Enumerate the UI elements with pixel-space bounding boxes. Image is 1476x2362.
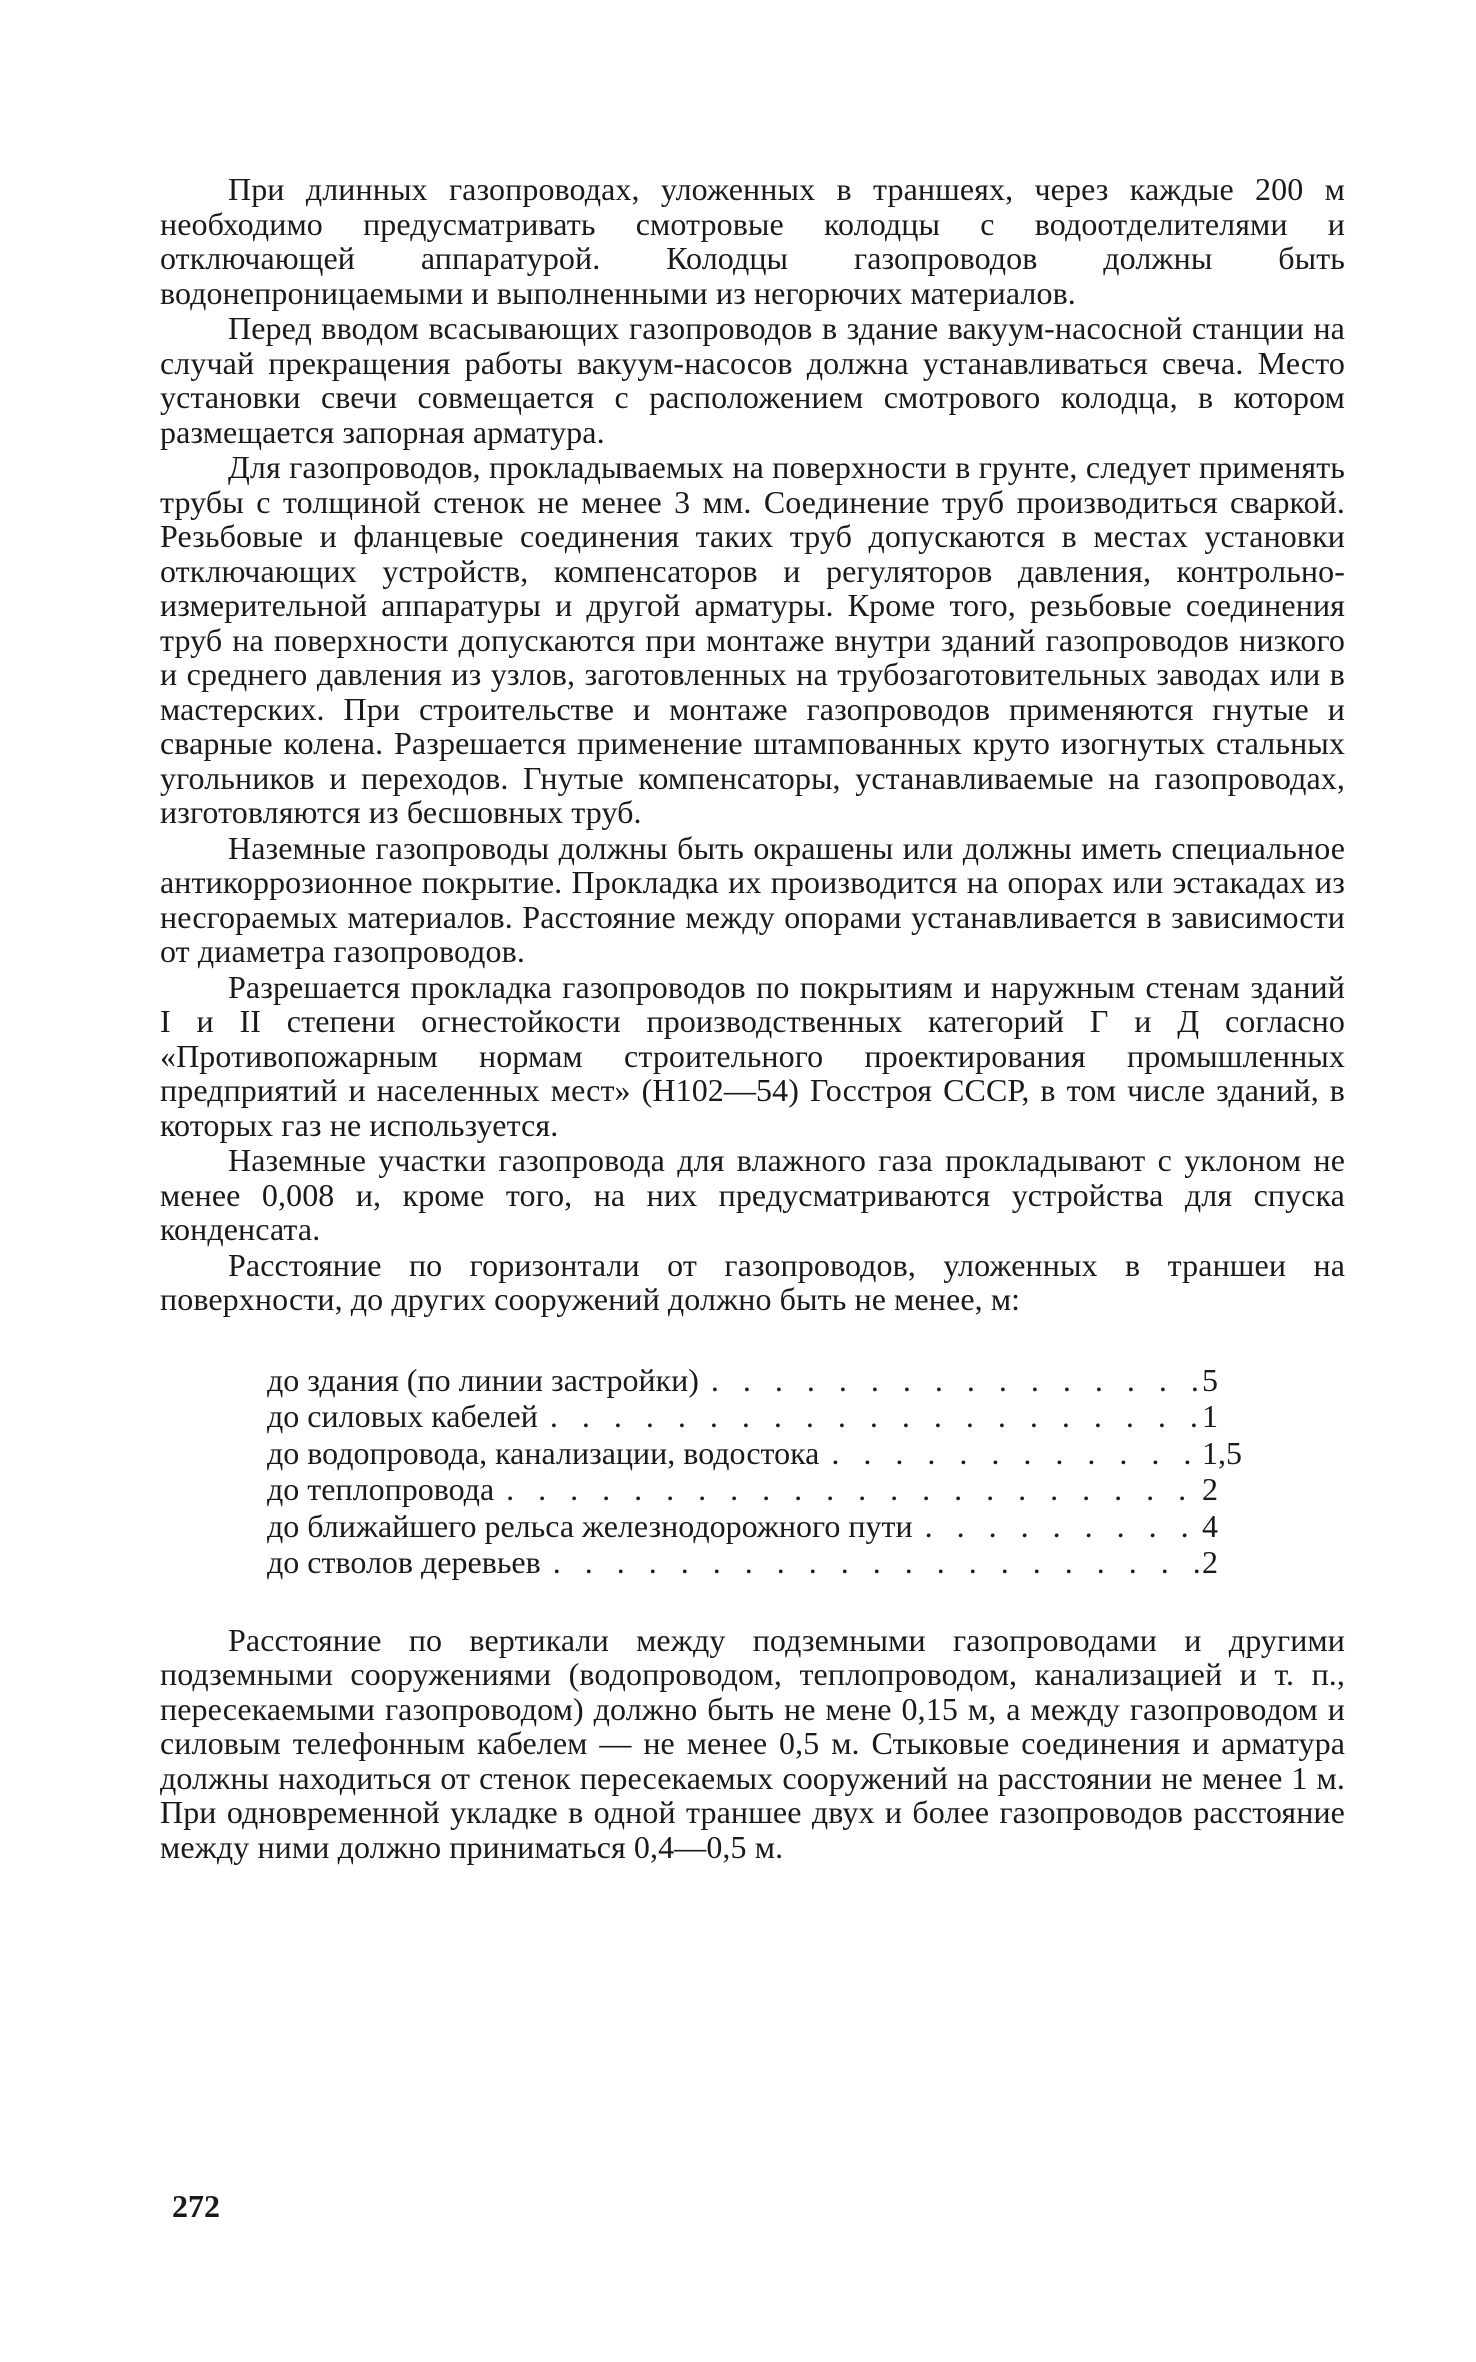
distance-label: до ближайшего рельса железнодорожного пути	[267, 1507, 913, 1544]
dot-leader	[541, 1544, 1202, 1581]
distance-value: 1	[1202, 1398, 1218, 1434]
distance-table	[267, 1362, 1262, 1581]
distance-row	[267, 1544, 1262, 1581]
paragraph-above-ground-coating: Наземные газопроводы должны быть окрашены или должны иметь специальное антикоррозионное покрытие. Прокладка их производится на опорах или эстакадах из несгораемых материалов. Расстояние между опорами устанавливается в зависимости от диаметра газопроводов.	[160, 829, 1345, 969]
dot-leader	[819, 1435, 1202, 1472]
distance-row	[267, 1362, 1262, 1399]
distance-label: до здания (по линии застройки)	[267, 1361, 699, 1398]
distance-value: 4	[1202, 1507, 1218, 1544]
paragraph-wet-gas-slope: Наземные участки газопровода для влажного газа прокладывают с уклоном не менее 0,008 и, кроме того, на них предусматриваются устройства для спуска конденсата.	[160, 1142, 1345, 1247]
dot-leader	[699, 1362, 1202, 1399]
distance-label: до водопровода, канализации, водостока	[267, 1434, 820, 1471]
distance-value: 5	[1202, 1361, 1218, 1398]
paragraph-long-pipelines: При длинных газопроводах, уложенных в траншеях, через каждые 200 м необходимо предусматривать смотровые колодцы с водоотделителями и отключающей аппаратурой. Колодцы газопроводов должны быть водонепроницаемыми и выполненными из негорючих материалов.	[160, 171, 1345, 311]
paragraph-roof-laying: Разрешается прокладка газопроводов по покрытиям и наружным стенам зданий I и II степени огнестойкости производственных категорий Г и Д согласно «Противопожарным нормам строительного проектирования промышленных предприятий и населенных мест» (Н102—54) Госстроя СССР, в том числе зданий, в которых газ не используется.	[160, 968, 1345, 1143]
distance-label: до силовых кабелей	[267, 1398, 538, 1434]
dot-leader	[494, 1471, 1202, 1508]
distance-label: до теплопровода	[267, 1471, 495, 1507]
distance-label: до стволов деревьев	[267, 1544, 541, 1580]
paragraph-surface-pipes: Для газопроводов, прокладываемых на поверхности в грунте, следует применять трубы с толщиной стенок не менее 3 мм. Соединение труб производиться сваркой. Резьбовые и фланцевые соединения таких труб допускаются в местах установки отключающих устройств, компенсаторов и регуляторов давления, контрольно-измерительной аппаратуры и другой арматуры. Кроме того, резьбовые соединения труб на поверхности допускаются при монтаже внутри зданий газопроводов низкого и среднего давления из узлов, заготовленных на трубозаготовительных заводах или в мастерских. При строительстве и монтаже газопроводов применяются гнутые и сварные колена. Разрешается применение штампованных круто изогнутых стальных угольников и переходов. Гнутые компенсаторы, устанавливаемые на газопроводах, изготовляются из бесшовных труб.	[160, 449, 1345, 830]
distance-row	[267, 1471, 1262, 1508]
distance-value: 2	[1202, 1471, 1218, 1507]
page-number: 272	[172, 2188, 220, 2224]
distance-row	[267, 1398, 1262, 1435]
paragraph-horizontal-distance: Расстояние по горизонтали от газопроводов, уложенных в траншеи на поверхности, до других сооружений должно быть не менее, м:	[160, 1246, 1345, 1317]
distance-row	[267, 1508, 1262, 1545]
paragraph-vertical-distance: Расстояние по вертикали между подземными газопроводами и другими подземными сооружениями (водопроводом, теплопроводом, канализацией и т. п., пересекаемыми газопроводом) должно быть не мене 0,15 м, а между газопроводом и силовым телефонным кабелем — не менее 0,5 м. Стыковые соединения и арматура должны находиться от стенок пересекаемых сооружений на расстоянии не менее 1 м. При одновременной укладке в одной траншее двух и более газопроводов расстояние между ними должно приниматься 0,4—0,5 м.	[160, 1621, 1345, 1865]
distance-value: 1,5	[1202, 1434, 1242, 1471]
page-body	[160, 172, 1345, 1864]
paragraph-vacuum-station: Перед вводом всасывающих газопроводов в здание вакуум-насосной станции на случай прекращения работы вакуум-насосов должна устанавливаться свеча. Место установки свечи совмещается с расположением смотрового колодца, в котором размещается запорная арматура.	[160, 310, 1345, 450]
distance-row	[267, 1435, 1262, 1472]
distance-value: 2	[1202, 1544, 1218, 1580]
dot-leader	[538, 1398, 1202, 1435]
dot-leader	[913, 1508, 1202, 1545]
